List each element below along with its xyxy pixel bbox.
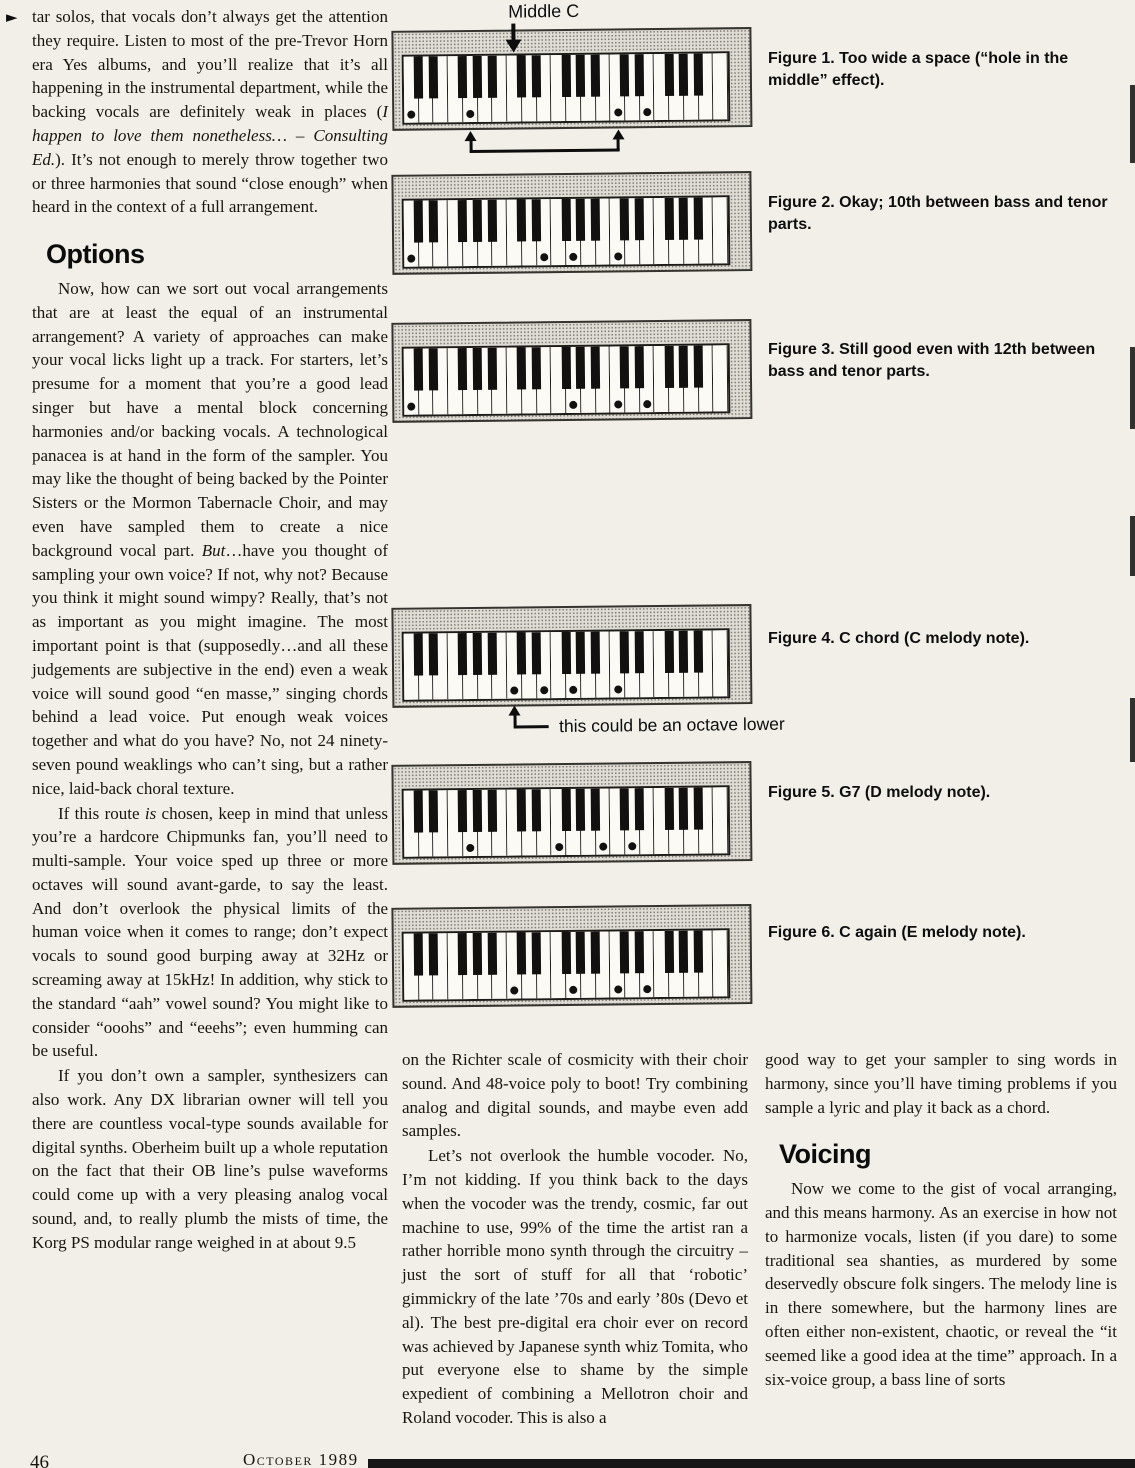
black-key xyxy=(532,55,541,97)
black-key xyxy=(591,199,600,241)
paragraph: If you don’t own a sampler, synthesizers can also work. Any DX librarian owner will tell you there are countless vocal-type sounds available for digital synths. Oberheim built up a whole reputation on the fact that their OB line’s pulse waveforms could come up with a very pleasing analog vocal sound, and, to really plumb the mists of time, the Korg PS modular range weighed in at about 9.5 xyxy=(32,1066,388,1252)
black-key xyxy=(517,347,526,389)
black-key xyxy=(561,347,570,389)
black-key xyxy=(429,348,438,390)
black-key xyxy=(429,790,438,832)
black-key xyxy=(591,347,600,389)
keyboard xyxy=(402,51,731,124)
figure-3-keyboard-diagram xyxy=(402,343,731,416)
caption-figure-5: Figure 5. G7 (D melody note). xyxy=(768,784,991,801)
black-key xyxy=(414,348,423,390)
white-key xyxy=(713,345,728,411)
voicing-heading: Voicing xyxy=(779,1139,872,1170)
left-column xyxy=(32,5,388,1255)
black-key xyxy=(517,932,526,974)
note-dot xyxy=(643,400,651,408)
black-key xyxy=(664,54,673,96)
black-key xyxy=(517,632,526,674)
figure-1-keyboard-diagram xyxy=(402,0,731,124)
note-dot xyxy=(614,108,622,116)
white-key xyxy=(713,53,728,119)
black-key xyxy=(664,788,673,830)
black-key xyxy=(429,56,438,98)
black-key xyxy=(576,199,585,241)
black-key xyxy=(532,632,541,674)
black-key xyxy=(473,633,482,675)
black-key xyxy=(532,347,541,389)
black-key xyxy=(414,790,423,832)
white-key xyxy=(713,630,728,696)
editor-note-italic: I happen to love them nonetheless… – Consulting Ed. xyxy=(32,102,388,169)
body-text: tar solos, that vocals don’t always get the attention they require. Listen to most of the pre-Trevor Horn era Yes albums, and you’ll realize that it’s all happening in the instrumental department, while the backing vocals are definitely weak in places ( xyxy=(32,7,388,122)
black-key xyxy=(620,54,629,96)
keyboard xyxy=(402,928,731,1001)
black-key xyxy=(458,56,467,98)
black-key xyxy=(488,790,497,832)
note-dot xyxy=(643,985,651,993)
black-key xyxy=(429,933,438,975)
black-key xyxy=(591,55,600,97)
black-key xyxy=(414,56,423,98)
black-key xyxy=(664,931,673,973)
body-text: Now, how can we sort out vocal arrangements that are at least the equal of an instrumental arrangement? A variety of approaches can make your vocal licks light up a track. For starters, let’s presume for a moment that you’re a good lead singer but have a mental block concerning harmonies and/or backing vocals. A technological panacea is at hand in the form of the sampler. You may like the thought of being backed by the Pointer Sisters or the Mormon Tabernacle Choir, and may even have sampled them to create a nice background vocal part. xyxy=(32,278,388,560)
black-key xyxy=(664,198,673,240)
black-key xyxy=(488,633,497,675)
page-edge-mark xyxy=(1130,347,1135,429)
black-key xyxy=(458,933,467,975)
note-dot xyxy=(614,400,622,408)
black-key xyxy=(473,200,482,242)
black-key xyxy=(620,346,629,388)
black-key xyxy=(694,931,703,973)
figure-6-keyboard-diagram xyxy=(402,928,731,1001)
note-dot xyxy=(599,843,607,851)
black-key xyxy=(576,932,585,974)
caption-figure-6: Figure 6. C again (E melody note). xyxy=(768,924,1026,941)
footer-issue: October 1989 xyxy=(243,1450,359,1468)
black-key xyxy=(414,200,423,242)
caption-figure-2: Figure 2. Okay; 10th between bass and tenor parts. xyxy=(768,194,1108,233)
black-key xyxy=(694,631,703,673)
black-key xyxy=(635,54,644,96)
right-column xyxy=(765,1048,1117,1391)
body-text: …have you thought of sampling your own voice? If not, why not? Because you think it might sound wimpy? Really, that’s not as important as you might imagine. The most important point is that (supposedly…and all these judgements are subjective in the end) even a weak voice will sound good “en masse,” singing chords behind a lead voice. Put enough weak voices together and what do you have? No, not 24 ninety-seven pound weaklings who can’t sing, but a rather nice, laid-back choral texture. xyxy=(32,540,388,798)
black-key xyxy=(620,198,629,240)
caption-figure-3: Figure 3. Still good even with 12th between bass and tenor parts. xyxy=(768,341,1096,380)
black-key xyxy=(561,789,570,831)
keyboard xyxy=(402,785,731,858)
caption-figure-1: Figure 1. Too wide a space (“hole in the middle” effect). xyxy=(768,50,1069,89)
black-key xyxy=(635,346,644,388)
black-key xyxy=(561,932,570,974)
octave-annotation-elbow xyxy=(515,725,549,728)
white-key xyxy=(713,787,728,853)
continuation-arrow-icon: ► xyxy=(6,8,18,26)
black-key xyxy=(561,55,570,97)
black-key xyxy=(694,788,703,830)
paragraph xyxy=(32,5,388,219)
black-key xyxy=(694,198,703,240)
white-key xyxy=(713,197,728,263)
note-dot xyxy=(540,253,548,261)
page-edge-mark xyxy=(1130,516,1135,576)
black-key xyxy=(532,199,541,241)
black-key xyxy=(591,789,600,831)
black-key xyxy=(458,633,467,675)
black-key xyxy=(576,789,585,831)
black-key xyxy=(679,631,688,673)
black-key xyxy=(635,198,644,240)
black-key xyxy=(429,633,438,675)
black-key xyxy=(488,56,497,98)
white-key xyxy=(713,930,728,996)
black-key xyxy=(517,199,526,241)
black-key xyxy=(517,55,526,97)
black-key xyxy=(679,788,688,830)
footer-bar xyxy=(368,1459,1135,1468)
black-key xyxy=(473,933,482,975)
black-key xyxy=(591,932,600,974)
body-text-italic: is xyxy=(144,803,157,823)
black-key xyxy=(473,348,482,390)
black-key xyxy=(517,789,526,831)
paragraph xyxy=(32,802,388,1064)
black-key xyxy=(488,933,497,975)
black-key xyxy=(620,788,629,830)
black-key xyxy=(664,346,673,388)
black-key xyxy=(591,632,600,674)
black-key xyxy=(414,633,423,675)
black-key xyxy=(458,790,467,832)
caption-figure-4: Figure 4. C chord (C melody note). xyxy=(768,630,1030,647)
paragraph: good way to get your sampler to sing words in harmony, since you’ll have timing problems if you sample a lyric and play it back as a chord. xyxy=(765,1050,1117,1117)
black-key xyxy=(694,54,703,96)
note-dot xyxy=(540,686,548,694)
paragraph: on the Richter scale of cosmicity with their choir sound. And 48-voice poly to boot! Try combining analog and digital sounds, and maybe even add samples. xyxy=(402,1050,748,1141)
keyboard xyxy=(402,343,731,416)
keyboard xyxy=(402,195,731,268)
black-key xyxy=(620,931,629,973)
black-key xyxy=(576,347,585,389)
body-text: ). It’s not enough to merely throw together two or three harmonies that sound “close enough” when heard in the context of a full arrangement. xyxy=(32,149,388,217)
black-key xyxy=(635,631,644,673)
black-key xyxy=(679,198,688,240)
black-key xyxy=(679,346,688,388)
middle-c-label: Middle C xyxy=(508,0,580,22)
page-edge-mark xyxy=(1130,85,1135,163)
black-key xyxy=(576,632,585,674)
keyboard xyxy=(402,628,731,701)
black-key xyxy=(561,632,570,674)
black-key xyxy=(664,631,673,673)
body-text-italic: But xyxy=(201,540,226,560)
note-dot xyxy=(555,843,563,851)
black-key xyxy=(679,54,688,96)
octave-annotation-label: this could be an octave lower xyxy=(558,713,785,737)
black-key xyxy=(488,200,497,242)
black-key xyxy=(458,200,467,242)
note-dot xyxy=(614,985,622,993)
body-text: chosen, keep in mind that unless you’re a hardcore Chipmunks fan, you’ll need to multi-sample. Your voice sped up three or more octaves will sound avant-garde, to say the least. And don’t overlook the physical limits of the human voice when it comes to range; don’t expect vocals to sound good burping away at 32Hz or screaming away at 15kHz! In addition, why stick to the standard “aah” vowel sound? You might like to consider “ooohs” and “eeehs”; even humming can be useful. xyxy=(32,803,388,1061)
paragraph: Let’s not overlook the humble vocoder. No, I’m not kidding. If you think back to the days when the vocoder was the trendy, cosmic, far out machine to use, 99% of the time the artist ran a rather horrible mono synth through the circuitry – just the sort of stuff for all that ‘robotic’ gimmickry of the late ’70s and early ’80s (Devo et al). The best pre-digital era choir ever on record was achieved by Japanese synth whiz Tomita, who put everyone else to shame by the simple expedient of combining a Mellotron choir and Roland vocoder. This is also a xyxy=(402,1146,748,1427)
hole-bracket-bar xyxy=(469,148,619,153)
middle-column xyxy=(402,1048,748,1430)
black-key xyxy=(473,56,482,98)
black-key xyxy=(635,788,644,830)
middle-c-arrowhead-icon xyxy=(506,39,522,52)
black-key xyxy=(488,348,497,390)
black-key xyxy=(561,199,570,241)
paragraph xyxy=(32,277,388,801)
black-key xyxy=(620,631,629,673)
black-key xyxy=(458,348,467,390)
black-key xyxy=(694,346,703,388)
black-key xyxy=(414,933,423,975)
black-key xyxy=(635,931,644,973)
options-heading: Options xyxy=(46,239,145,270)
paragraph: Now we come to the gist of vocal arranging, and this means harmony. As an exercise in how not to harmonize vocals, listen (if you dare) to some traditional sea shanties, as murdered by some deservedly obscure folk singers. The melody line is in there somewhere, but the harmony lines are often either non-existent, chaotic, or reveal the “it seemed like a good idea at the time” approach. In a six-voice group, a bass line of sorts xyxy=(765,1179,1117,1389)
black-key xyxy=(679,931,688,973)
footer-page-number: 46 xyxy=(30,1452,49,1468)
black-key xyxy=(532,789,541,831)
black-key xyxy=(576,55,585,97)
body-text: If this route xyxy=(58,803,145,823)
figure-4-keyboard-diagram xyxy=(402,628,785,737)
black-key xyxy=(473,790,482,832)
figure-5-keyboard-diagram xyxy=(402,785,731,858)
page-edge-mark xyxy=(1130,698,1135,762)
black-key xyxy=(429,200,438,242)
note-dot xyxy=(643,108,651,116)
figure-2-keyboard-diagram xyxy=(402,195,731,268)
note-dot xyxy=(614,252,622,260)
note-dot xyxy=(614,685,622,693)
black-key xyxy=(532,932,541,974)
